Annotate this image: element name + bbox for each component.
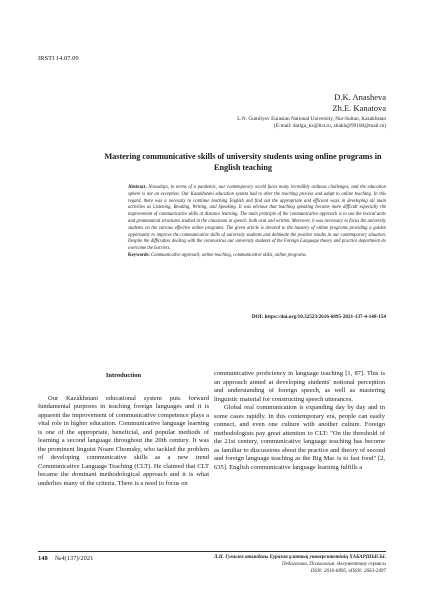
irsti-code: IRSTI 14.07.09 xyxy=(38,55,79,62)
section-heading-introduction: Introduction xyxy=(105,372,142,379)
right-column xyxy=(214,370,385,473)
author-name: Zh.E. Kanatova xyxy=(332,103,386,113)
abstract-text: Nowadays, in terms of a pandemic, our contemporary world faces many incredibly arduous challenges, and the education sphere is not an exception. Our Kazakhstani education system had to alter the teaching process and adapt to online teaching. In this regard, there was a necessity to continue teaching English and find out the appropriate and efficient ways in developing all main activities as Listening, Reading, Writing, and Speaking. It was obvious that teaching speaking became more difficult especially the improvement of communicative skills at distance learning. The main principle of the communicative approach is to use the lexical units and grammatical structures studied in the classroom in speech, both oral and written. Moreover, it was necessary to focus the university students on the various effective online programs. The given article is devoted to the mastery of online programs providing a golden opportunity to improve the communicative skills of university students and delineate the positive results in our contemporary situation. Despite the difficulties dealing with the coronavirus our university students of the Foreign Language theory and practice department do overcome the barriers. xyxy=(128,185,386,252)
affiliation-block xyxy=(237,116,386,130)
page-number: 148 xyxy=(38,555,48,562)
abstract-block xyxy=(128,185,386,260)
journal-series: Педагогика. Психология. Әлеуметтану сериясы xyxy=(281,560,386,567)
affiliation-emails: (E-mail: dariga_kz@list.ru, zhakh@99100@mail.ru) xyxy=(273,123,386,129)
journal-issn: ISSN: 2616-6895, eISSN: 2663-2497 xyxy=(310,567,386,574)
keywords-paragraph xyxy=(128,253,386,260)
abstract-paragraph xyxy=(128,185,386,253)
authors-block xyxy=(332,92,386,114)
footer-divider xyxy=(38,551,386,552)
issue-number: №4(137)/2021 xyxy=(55,555,94,562)
body-paragraph: communicative proficiency in language teaching [1, 87]. This is an approach aimed at developing students' notional perception and understanding of foreign speech, as well as mastering linguistic material for constructing speech utterances. xyxy=(214,370,385,403)
journal-info xyxy=(214,554,386,575)
body-paragraph: Our Kazakhstani educational system puts forward fundamental purposes in teaching foreign languages and it is apparent the improvement of communicative competence plays a vital role in higher education. Communicative language learning is one of the appropriate, beneficial, and popular methods of learning a second language throughout the 20th century. It was the prominent linguist Noam Chomsky, who tackled the problem of developing communicative skills as a new trend Communicative Language Teaching (CLT). He claimed that CLT became the dominant methodological approach and it is what underlies many of the criteria. There is a need to focus on xyxy=(38,394,209,488)
journal-title: Л.Н. Гумилев атындағы Еуразия ұлттық университетінің ХАБАРШЫСЫ. xyxy=(213,554,386,560)
author-name: D.K. Anasheva xyxy=(334,92,386,102)
paper-title: Mastering communicative skills of university students using online programs in English teaching xyxy=(104,152,382,172)
keywords-label: Keywords: xyxy=(128,252,150,258)
keywords-text: Communicative approach, online teaching, communicative skills, online programs. xyxy=(151,252,307,258)
abstract-label: Abstract. xyxy=(128,185,147,190)
doi-link[interactable]: DOI: https://doi.org/10.32523/2616-6895-2021-137-4-148-154 xyxy=(251,314,386,320)
body-paragraph: Global real communication is expanding day by day and in some cases rapidly. In this contemporary era, people can easily connect, and even one culture with another culture. Foreign methodologists pay great attention to CLT: "On the threshold of the 21st century, communicative language teaching has become as familiar to discussions about the practice and theory of second and foreign language teaching as the Big Mac is to fast food" [2, 635]. English communicative language learning fulfills a xyxy=(214,404,385,472)
left-column xyxy=(38,370,209,489)
affiliation-university: L.N. Gumilyov Eurasian National University, Nur-Sultan, Kazakhstan xyxy=(237,116,386,122)
